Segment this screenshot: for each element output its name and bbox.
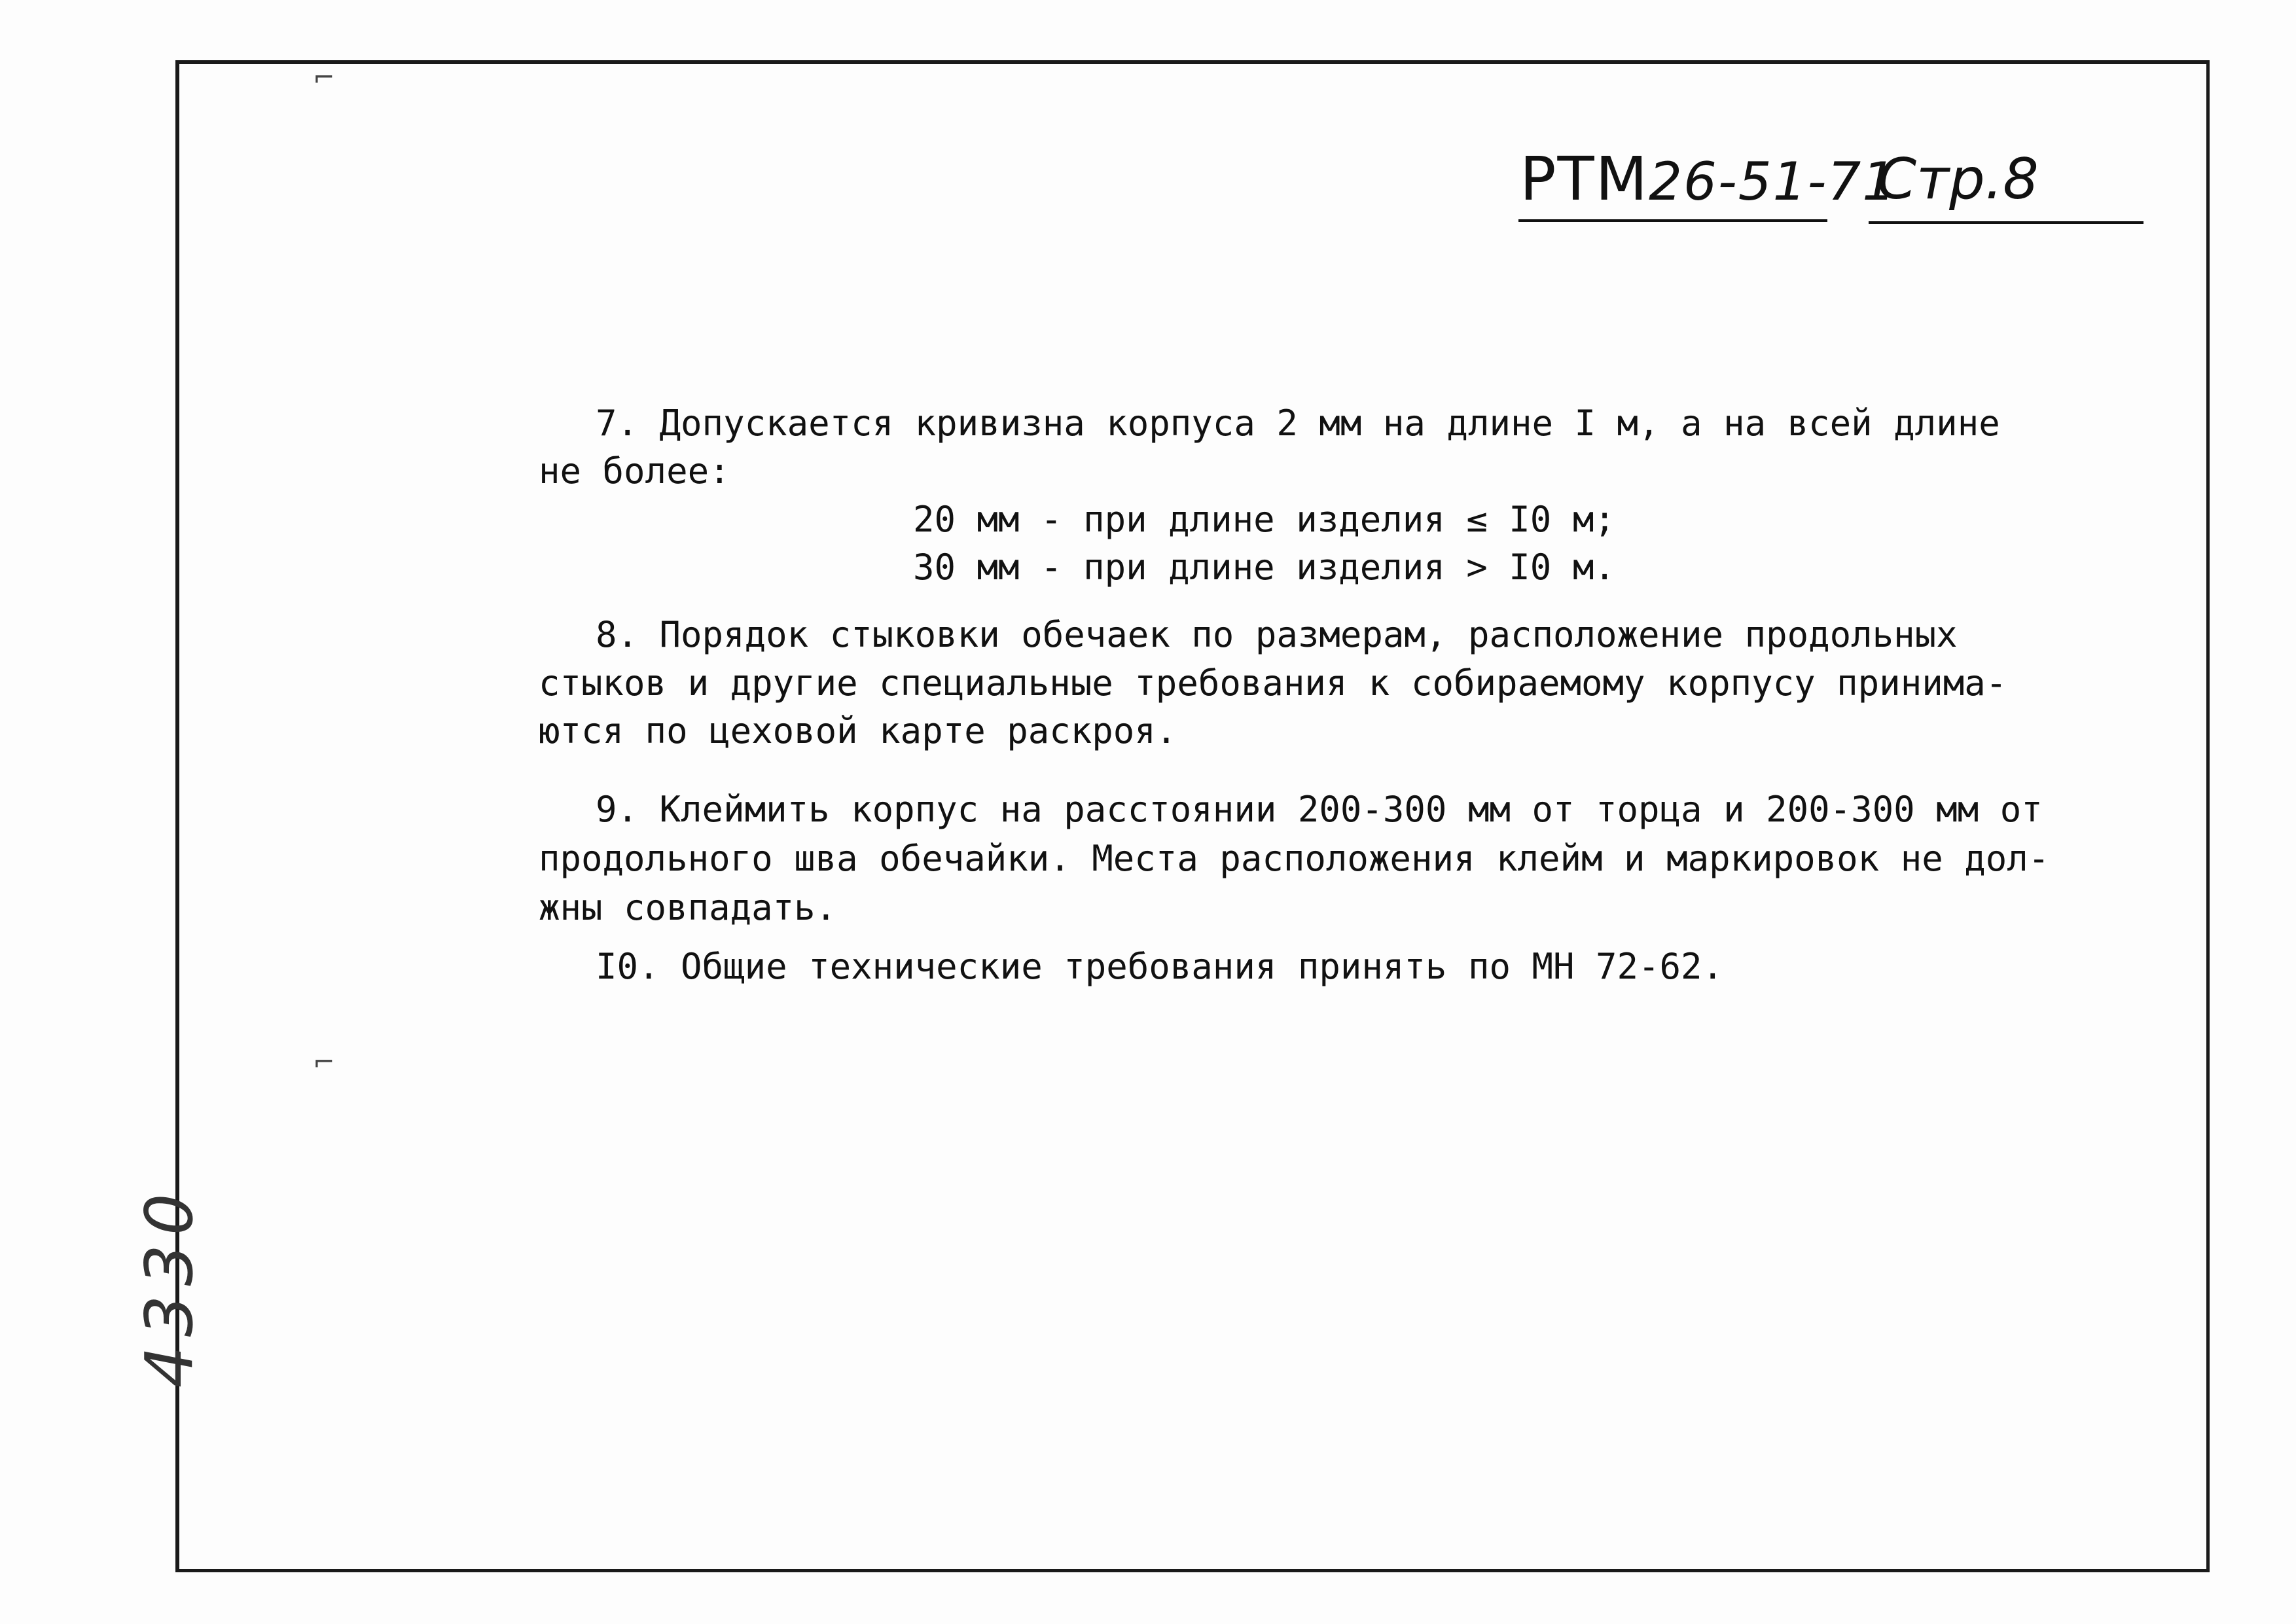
paragraph-9-line-3: жны совпадать. [539,887,837,928]
paragraph-8-line-2: стыков и другие специальные требования к собираемому корпусу принима- [539,662,2007,704]
paragraph-8-line-1: 8. Порядок стыковки обечаек по размерам, расположение продольных [596,614,1958,655]
document-code-underline [1518,219,1827,222]
scan-mark: ⌐ [313,1047,335,1077]
page-number: Стр.8 [1877,147,2039,212]
paragraph-10-line-1: I0. Общие технические требования принять по МН 72-62. [596,946,1724,987]
page-number-underline [1869,221,2144,224]
document-code-prefix: РТМ [1520,144,1649,214]
paragraph-7-item-1: 20 мм - при длине изделия ≤ I0 м; [913,499,1615,540]
paragraph-9-line-1: 9. Клеймить корпус на расстоянии 200-300 мм от торца и 200-300 мм от [596,789,2043,830]
paragraph-9-line-2: продольного шва обечайки. Места расположения клейм и маркировок не дол- [539,838,2050,879]
document-code-number: 26-51-71 [1649,151,1897,212]
paragraph-8-line-3: ются по цеховой карте раскроя. [539,710,1177,751]
margin-handwritten-number: 4330 [131,1184,207,1388]
paragraph-7-item-2: 30 мм - при длине изделия > I0 м. [913,547,1615,588]
paragraph-7-line-2: не более: [539,450,730,492]
paragraph-7-line-1: 7. Допускается кривизна корпуса 2 мм на длине I м, а на всей длине [596,403,2000,444]
scan-mark: ⌐ [313,63,335,93]
document-code [1520,144,1897,214]
